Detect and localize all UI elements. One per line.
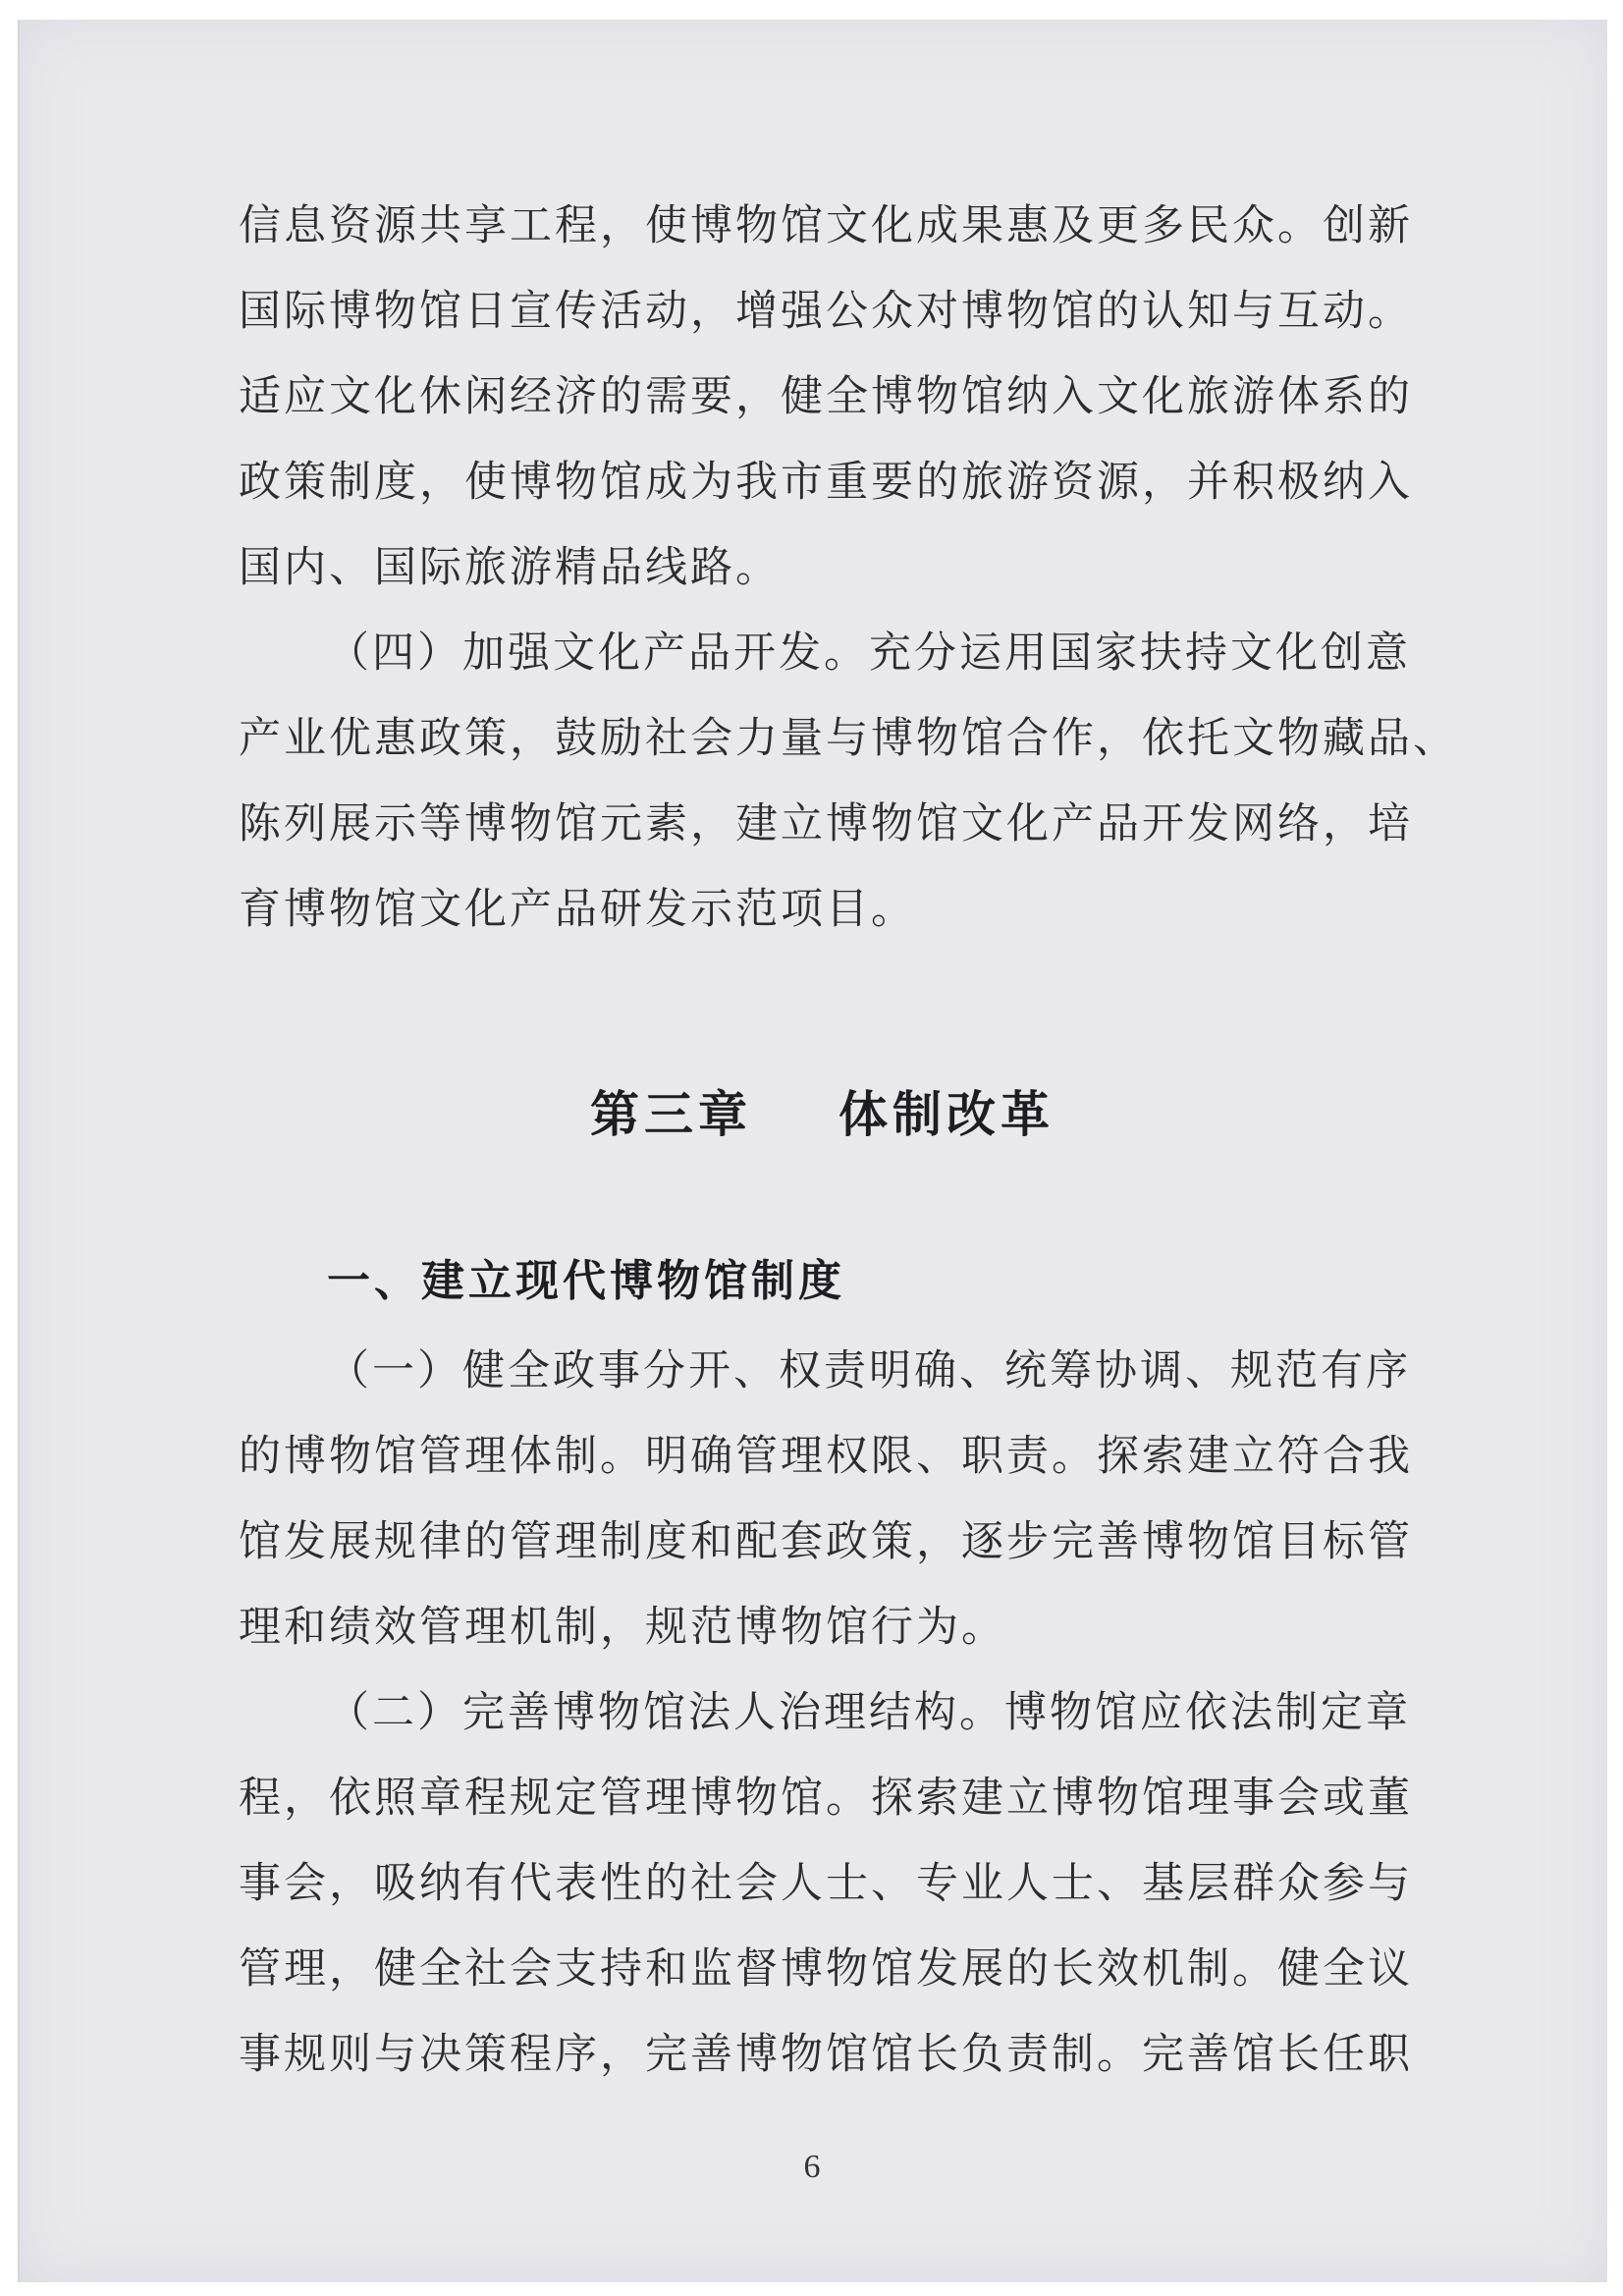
text-line: 事会，吸纳有代表性的社会人士、专业人士、基层群众参与 xyxy=(239,1861,1413,1907)
text-line: 程，依照章程规定管理博物馆。探索建立博物馆理事会或董 xyxy=(239,1776,1413,1822)
text-line: 产业优惠政策，鼓励社会力量与博物馆合作，依托文物藏品、 xyxy=(239,716,1458,762)
chapter-title: 体制改革 xyxy=(839,1087,1055,1142)
text-line: 的博物馆管理体制。明确管理权限、职责。探索建立符合我 xyxy=(239,1434,1413,1480)
chapter-heading xyxy=(239,1083,1406,1146)
text-line: 馆发展规律的管理制度和配套政策，逐步完善博物馆目标管 xyxy=(239,1519,1413,1565)
text-line: 育博物馆文化产品研发示范项目。 xyxy=(239,887,916,933)
paragraph-item-2 xyxy=(239,1670,1413,2098)
text-line: 适应文化休闲经济的需要，健全博物馆纳入文化旅游体系的 xyxy=(239,374,1413,420)
page-number: 6 xyxy=(803,2149,822,2185)
text-line: （四）加强文化产品开发。充分运用国家扶持文化创意 xyxy=(327,630,1411,677)
text-line: 事规则与决策程序，完善博物馆馆长负责制。完善馆长任职 xyxy=(239,2032,1413,2078)
text-line: 信息资源共享工程，使博物馆文化成果惠及更多民众。创新 xyxy=(239,203,1413,249)
text-line: 陈列展示等博物馆元素，建立博物馆文化产品开发网络，培 xyxy=(239,801,1413,847)
text-line: （一）健全政事分开、权责明确、统筹协调、规范有序 xyxy=(327,1348,1411,1394)
text-line: 理和绩效管理机制，规范博物馆行为。 xyxy=(239,1605,1006,1651)
paragraph-item-4 xyxy=(239,611,1458,953)
chapter-number: 第三章 xyxy=(590,1087,752,1142)
section-heading: 一、建立现代博物馆制度 xyxy=(327,1257,845,1305)
paragraph-item-1 xyxy=(239,1329,1413,1670)
text-line: 国内、国际旅游精品线路。 xyxy=(239,545,781,591)
text-line: （二）完善博物馆法人治理结构。博物馆应依法制定章 xyxy=(327,1690,1411,1736)
document-body xyxy=(239,184,1458,2098)
paper-sheet xyxy=(18,20,1607,2282)
text-line: 政策制度，使博物馆成为我市重要的旅游资源，并积极纳入 xyxy=(239,460,1413,506)
text-line: 管理，健全社会支持和监督博物馆发展的长效机制。健全议 xyxy=(239,1946,1413,1993)
paragraph-continuation xyxy=(239,184,1413,611)
text-line: 国际博物馆日宣传活动，增强公众对博物馆的认知与互动。 xyxy=(239,289,1413,335)
